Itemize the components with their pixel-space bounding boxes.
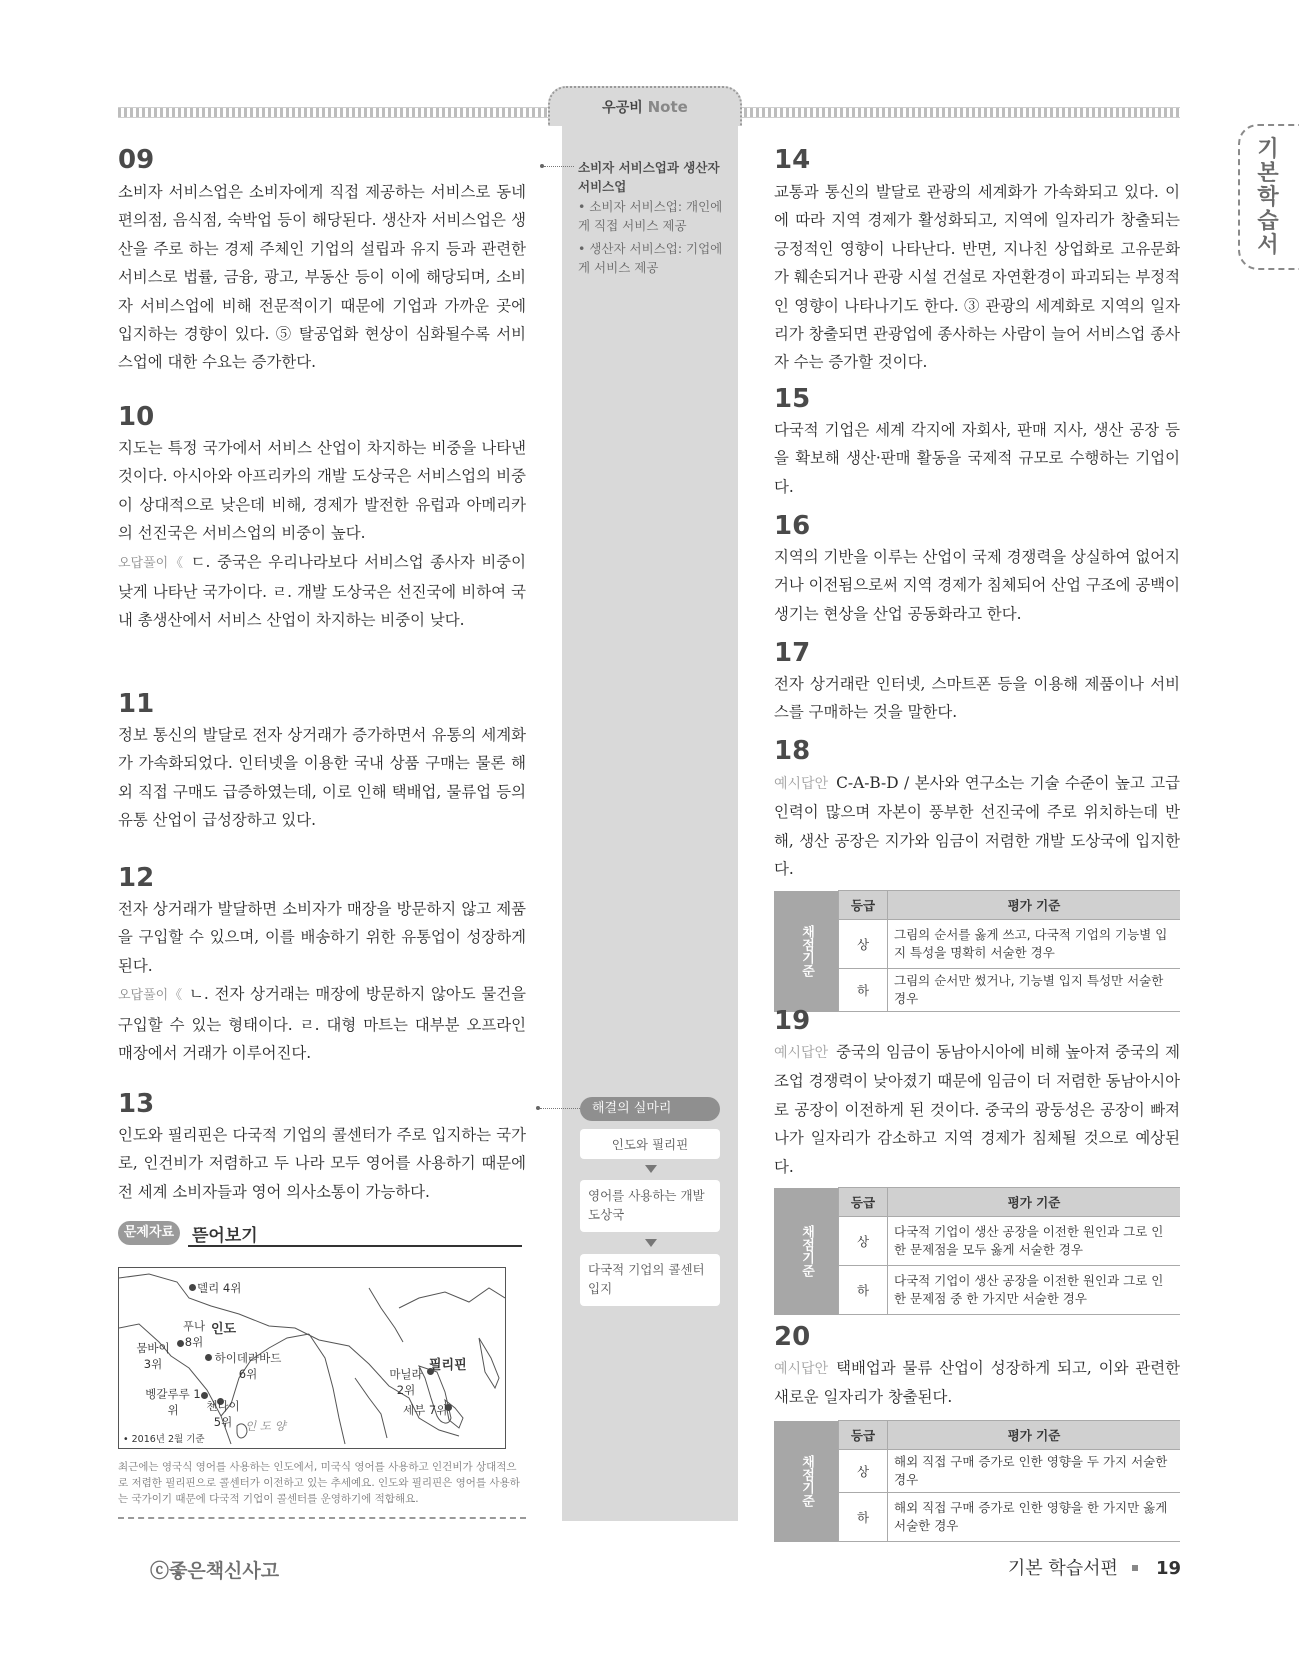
criteria-low: 그림의 순서만 썼거나, 기능별 입지 특성만 서술한 경우: [888, 969, 1181, 1012]
hint-header: 해결의 실마리: [580, 1097, 720, 1121]
criteria-high: 다국적 기업이 생산 공장을 이전한 원인과 그로 인한 문제점을 모두 옳게 서술한 경우: [888, 1217, 1181, 1266]
question-number: 12: [118, 863, 155, 893]
map-label-india: 인도: [211, 1322, 237, 1337]
answer-text: [118, 434, 526, 635]
answer-text: [774, 769, 1180, 884]
answer-text: 전자 상거래란 인터넷, 스마트폰 등을 이용해 제품이나 서비스를 구매하는 것을 말한다.: [774, 675, 1180, 722]
hint-step: 다국적 기업의 콜센터 입지: [580, 1254, 720, 1306]
map-label-mumbai: 뭄바이 3위: [136, 1341, 170, 1371]
question-number: 14: [774, 145, 811, 175]
rubric-side-label: 채점기준: [774, 1421, 839, 1542]
rubric-col-grade: 등급: [839, 1421, 888, 1450]
map-label-chennai: 첸나이 5위: [206, 1399, 240, 1429]
doc-label: 문제자료: [118, 1221, 180, 1245]
city-dot: [205, 1354, 212, 1361]
wrong-answer-text: ㄴ. 전자 상거래는 매장에 방문하지 않아도 물건을 구입할 수 있는 형태이다. ㄹ. 대형 마트는 대부분 오프라인 매장에서 거래가 이루어진다.: [118, 985, 527, 1063]
map-label-delhi: 델리 4위: [197, 1281, 242, 1295]
note-column: [562, 124, 738, 1521]
note-item-bullet: • 생산자 서비스업: 기업에게 서비스 제공: [578, 241, 723, 275]
note-connector-line: [544, 166, 574, 167]
section-name: 기본 학습서편: [1007, 1558, 1118, 1579]
answer-text: 정보 통신의 발달로 전자 상거래가 증가하면서 유통의 세계화가 가속화되었다. 인터넷을 이용한 국내 상품 구매는 물론 해외 직접 구매도 급증하였는데, 이로 인해 택배업, 물류업 등의 유통 산업이 급성장하고 있다.: [118, 726, 526, 830]
question-number: 15: [774, 384, 811, 414]
answer-body: 전자 상거래가 발달하면 소비자가 매장을 방문하지 않고 제품을 구입할 수 있으며, 이를 배송하기 위한 유통업이 성장하게 된다.: [118, 900, 526, 975]
arrow-down-icon: [645, 1239, 657, 1247]
map-label-bengaluru: 벵갈루루 1위: [145, 1387, 201, 1417]
hint-step: 영어를 사용하는 개발 도상국: [580, 1180, 720, 1232]
question-number: 09: [118, 145, 155, 175]
city-dot: [177, 1340, 184, 1347]
grade-low: 하: [839, 969, 888, 1012]
rubric-col-criteria: 평가 기준: [888, 891, 1181, 920]
note-item-title: 소비자 서비스업과 생산자 서비스업: [578, 160, 720, 194]
answer-text: [774, 1038, 1180, 1181]
answer-text: [118, 895, 526, 1067]
city-dot: [189, 1284, 196, 1291]
question-number: 18: [774, 736, 811, 766]
side-tab: [1238, 124, 1299, 270]
grade-high: 상: [839, 920, 888, 969]
wrong-answer-text: ㄷ. 중국은 우리나라보다 서비스업 종사자 비중이 낮게 나타난 국가이다. ㄹ. 개발 도상국은 선진국에 비하여 국내 총생산에서 서비스 산업이 차지하는 비중이 낮다.: [118, 552, 527, 630]
answer-body: 중국의 임금이 동남아시아에 비해 높아져 중국의 제조업 경쟁력이 낮아졌기 때문에 임금이 더 저렴한 동남아시아로 공장이 이전하게 된 것이다. 중국의 광둥성은 공장이 빠져나가 일자리가 감소하고 지역 경제가 침체될 것으로 예상된다.: [774, 1043, 1180, 1176]
rubric-col-grade: 등급: [839, 1188, 888, 1217]
question-number: 17: [774, 638, 811, 668]
answer-body: 택배업과 물류 산업이 성장하게 되고, 이와 관련한 새로운 일자리가 창출된다.: [774, 1359, 1180, 1407]
answer-text: 인도와 필리핀은 다국적 기업의 콜센터가 주로 입지하는 국가로, 인건비가 저렴하고 두 나라 모두 영어를 사용하기 때문에 전 세계 소비자들과 영어 의사소통이 가능하다.: [118, 1126, 526, 1201]
answer-text: [774, 1354, 1180, 1412]
criteria-low: 다국적 기업이 생산 공장을 이전한 원인과 그로 인한 문제점 중 한 가지만 서술한 경우: [888, 1266, 1181, 1315]
note-item-bullet: • 소비자 서비스업: 개인에게 직접 서비스 제공: [578, 199, 723, 233]
answer-body: C-A-B-D / 본사와 연구소는 기술 수준이 높고 고급 인력이 많으며 자본이 풍부한 선진국에 주로 위치하는데 반해, 생산 공장은 지가와 임금이 저렴한 개발 도상국에 입지한다.: [774, 774, 1180, 879]
map: [118, 1267, 506, 1449]
rubric-col-grade: 등급: [839, 891, 888, 920]
map-label-pune: 푸나 8위: [182, 1319, 206, 1349]
doc-underline: [188, 1245, 522, 1247]
map-label-manila: 마닐라 2위: [389, 1367, 423, 1397]
criteria-low: 해외 직접 구매 증가로 인한 영향을 한 가지만 옳게 서술한 경우: [888, 1493, 1181, 1542]
grade-high: 상: [839, 1217, 888, 1266]
answer-text: 교통과 통신의 발달로 관광의 세계화가 가속화되고 있다. 이에 따라 지역 경제가 활성화되고, 지역에 일자리가 창출되는 긍정적인 영향이 나타난다. 반면, 지나친 상업화로 고유문화가 훼손되거나 관광 시설 건설로 자연환경이 파괴되는 부정적인 영향이 나타나기도 한다. ③ 관광의 세계화로 지역의 일자리가 창출되면 관광업에 종사하는 사람이 늘어 서비스업 종사자 수는 증가할 것이다.: [774, 183, 1180, 372]
map-label-hyderabad: 하이데라바드 6위: [214, 1351, 282, 1381]
map-caption: 최근에는 영국식 영어를 사용하는 인도에서, 미국식 영어를 사용하고 인건비가 상대적으로 저렴한 필리핀으로 콜센터가 이전하고 있는 추세예요. 인도와 필리핀은 영어를 사용하는 국가이기 때문에 다국적 기업이 콜센터를 운영하기에 적합해요.: [118, 1461, 520, 1505]
sample-answer-tag: 예시답안: [774, 1045, 829, 1061]
rubric-col-criteria: 평가 기준: [888, 1188, 1181, 1217]
note-title-suffix: Note: [647, 98, 688, 116]
hint-connector-line: [540, 1108, 580, 1109]
note-tab: [548, 86, 742, 126]
question-number: 13: [118, 1089, 155, 1119]
publisher-logo: ⓒ좋은책신사고: [150, 1560, 280, 1582]
note-title: 우공비: [602, 100, 643, 116]
arrow-down-icon: [645, 1165, 657, 1173]
sample-answer-tag: 예시답안: [774, 776, 829, 792]
separator-square: [1132, 1565, 1138, 1571]
wrong-answer-tag: 오답풀이《: [118, 555, 185, 571]
grade-low: 하: [839, 1493, 888, 1542]
answer-body: 지도는 특정 국가에서 서비스 산업이 차지하는 비중을 나타낸 것이다. 아시아와 아프리카의 개발 도상국은 서비스업의 비중이 상대적으로 낮은데 비해, 경제가 발전한 유럽과 아메리카의 선진국은 서비스업의 비중이 높다.: [118, 439, 526, 543]
rubric-side-label: 채점기준: [774, 891, 839, 1012]
side-tab-label: 기본학습서: [1257, 137, 1279, 258]
sample-answer-tag: 예시답안: [774, 1361, 829, 1377]
question-number: 11: [118, 689, 155, 719]
doc-header: [118, 1221, 522, 1245]
criteria-high: 해외 직접 구매 증가로 인한 영향을 두 가지 서술한 경우: [888, 1450, 1181, 1493]
header-dotted-bar-right: [738, 107, 1180, 118]
answer-text: 지역의 기반을 이루는 산업이 국제 경쟁력을 상실하여 없어지거나 이전됨으로써 지역 경제가 침체되어 산업 구조에 공백이 생기는 현상을 산업 공동화라고 한다.: [774, 548, 1180, 623]
hint-step: 인도와 필리핀: [580, 1129, 720, 1159]
rubric-table: [774, 1187, 1180, 1315]
rubric-col-criteria: 평가 기준: [888, 1421, 1181, 1450]
question-number: 19: [774, 1006, 811, 1036]
page-number: 19: [1155, 1558, 1181, 1579]
map-date-note: • 2016년 2월 기준: [123, 1434, 205, 1445]
answer-text: 다국적 기업은 세계 각지에 자회사, 판매 지사, 생산 공장 등을 확보해 생산·판매 활동을 국제적 규모로 수행하는 기업이다.: [774, 421, 1180, 496]
map-label-ocean: 인 도 양: [245, 1419, 286, 1433]
header-dotted-bar-left: [118, 107, 548, 118]
grade-high: 상: [839, 1450, 888, 1493]
rubric-side-label: 채점기준: [774, 1188, 839, 1315]
question-number: 20: [774, 1322, 811, 1352]
map-label-philippines: 필리핀: [429, 1358, 467, 1373]
question-number: 16: [774, 511, 811, 541]
map-label-cebu: 세부 7위: [403, 1403, 448, 1417]
wrong-answer-tag: 오답풀이《: [118, 988, 184, 1004]
page-footer: [1008, 1554, 1181, 1580]
divider: [118, 1517, 526, 1519]
question-number: 10: [118, 402, 155, 432]
answer-text: 소비자 서비스업은 소비자에게 직접 제공하는 서비스로 동네 편의점, 음식점, 숙박업 등이 해당된다. 생산자 서비스업은 생산을 주로 하는 경제 주체인 기업의 설립과 유지 등과 관련한 서비스로 법률, 금융, 광고, 부동산 등이 이에 해당되며, 소비자 서비스업에 비해 전문적이기 때문에 기업과 가까운 곳에 입지하는 경향이 있다. ⑤ 탈공업화 현상이 심화될수록 서비스업에 대한 수요는 증가한다.: [118, 183, 526, 372]
rubric-table: [774, 1420, 1180, 1542]
criteria-high: 그림의 순서를 옳게 쓰고, 다국적 기업의 기능별 입지 특성을 명확히 서술한 경우: [888, 920, 1181, 969]
grade-low: 하: [839, 1266, 888, 1315]
doc-title: 뜯어보기: [192, 1226, 258, 1246]
rubric-table: [774, 890, 1180, 1012]
